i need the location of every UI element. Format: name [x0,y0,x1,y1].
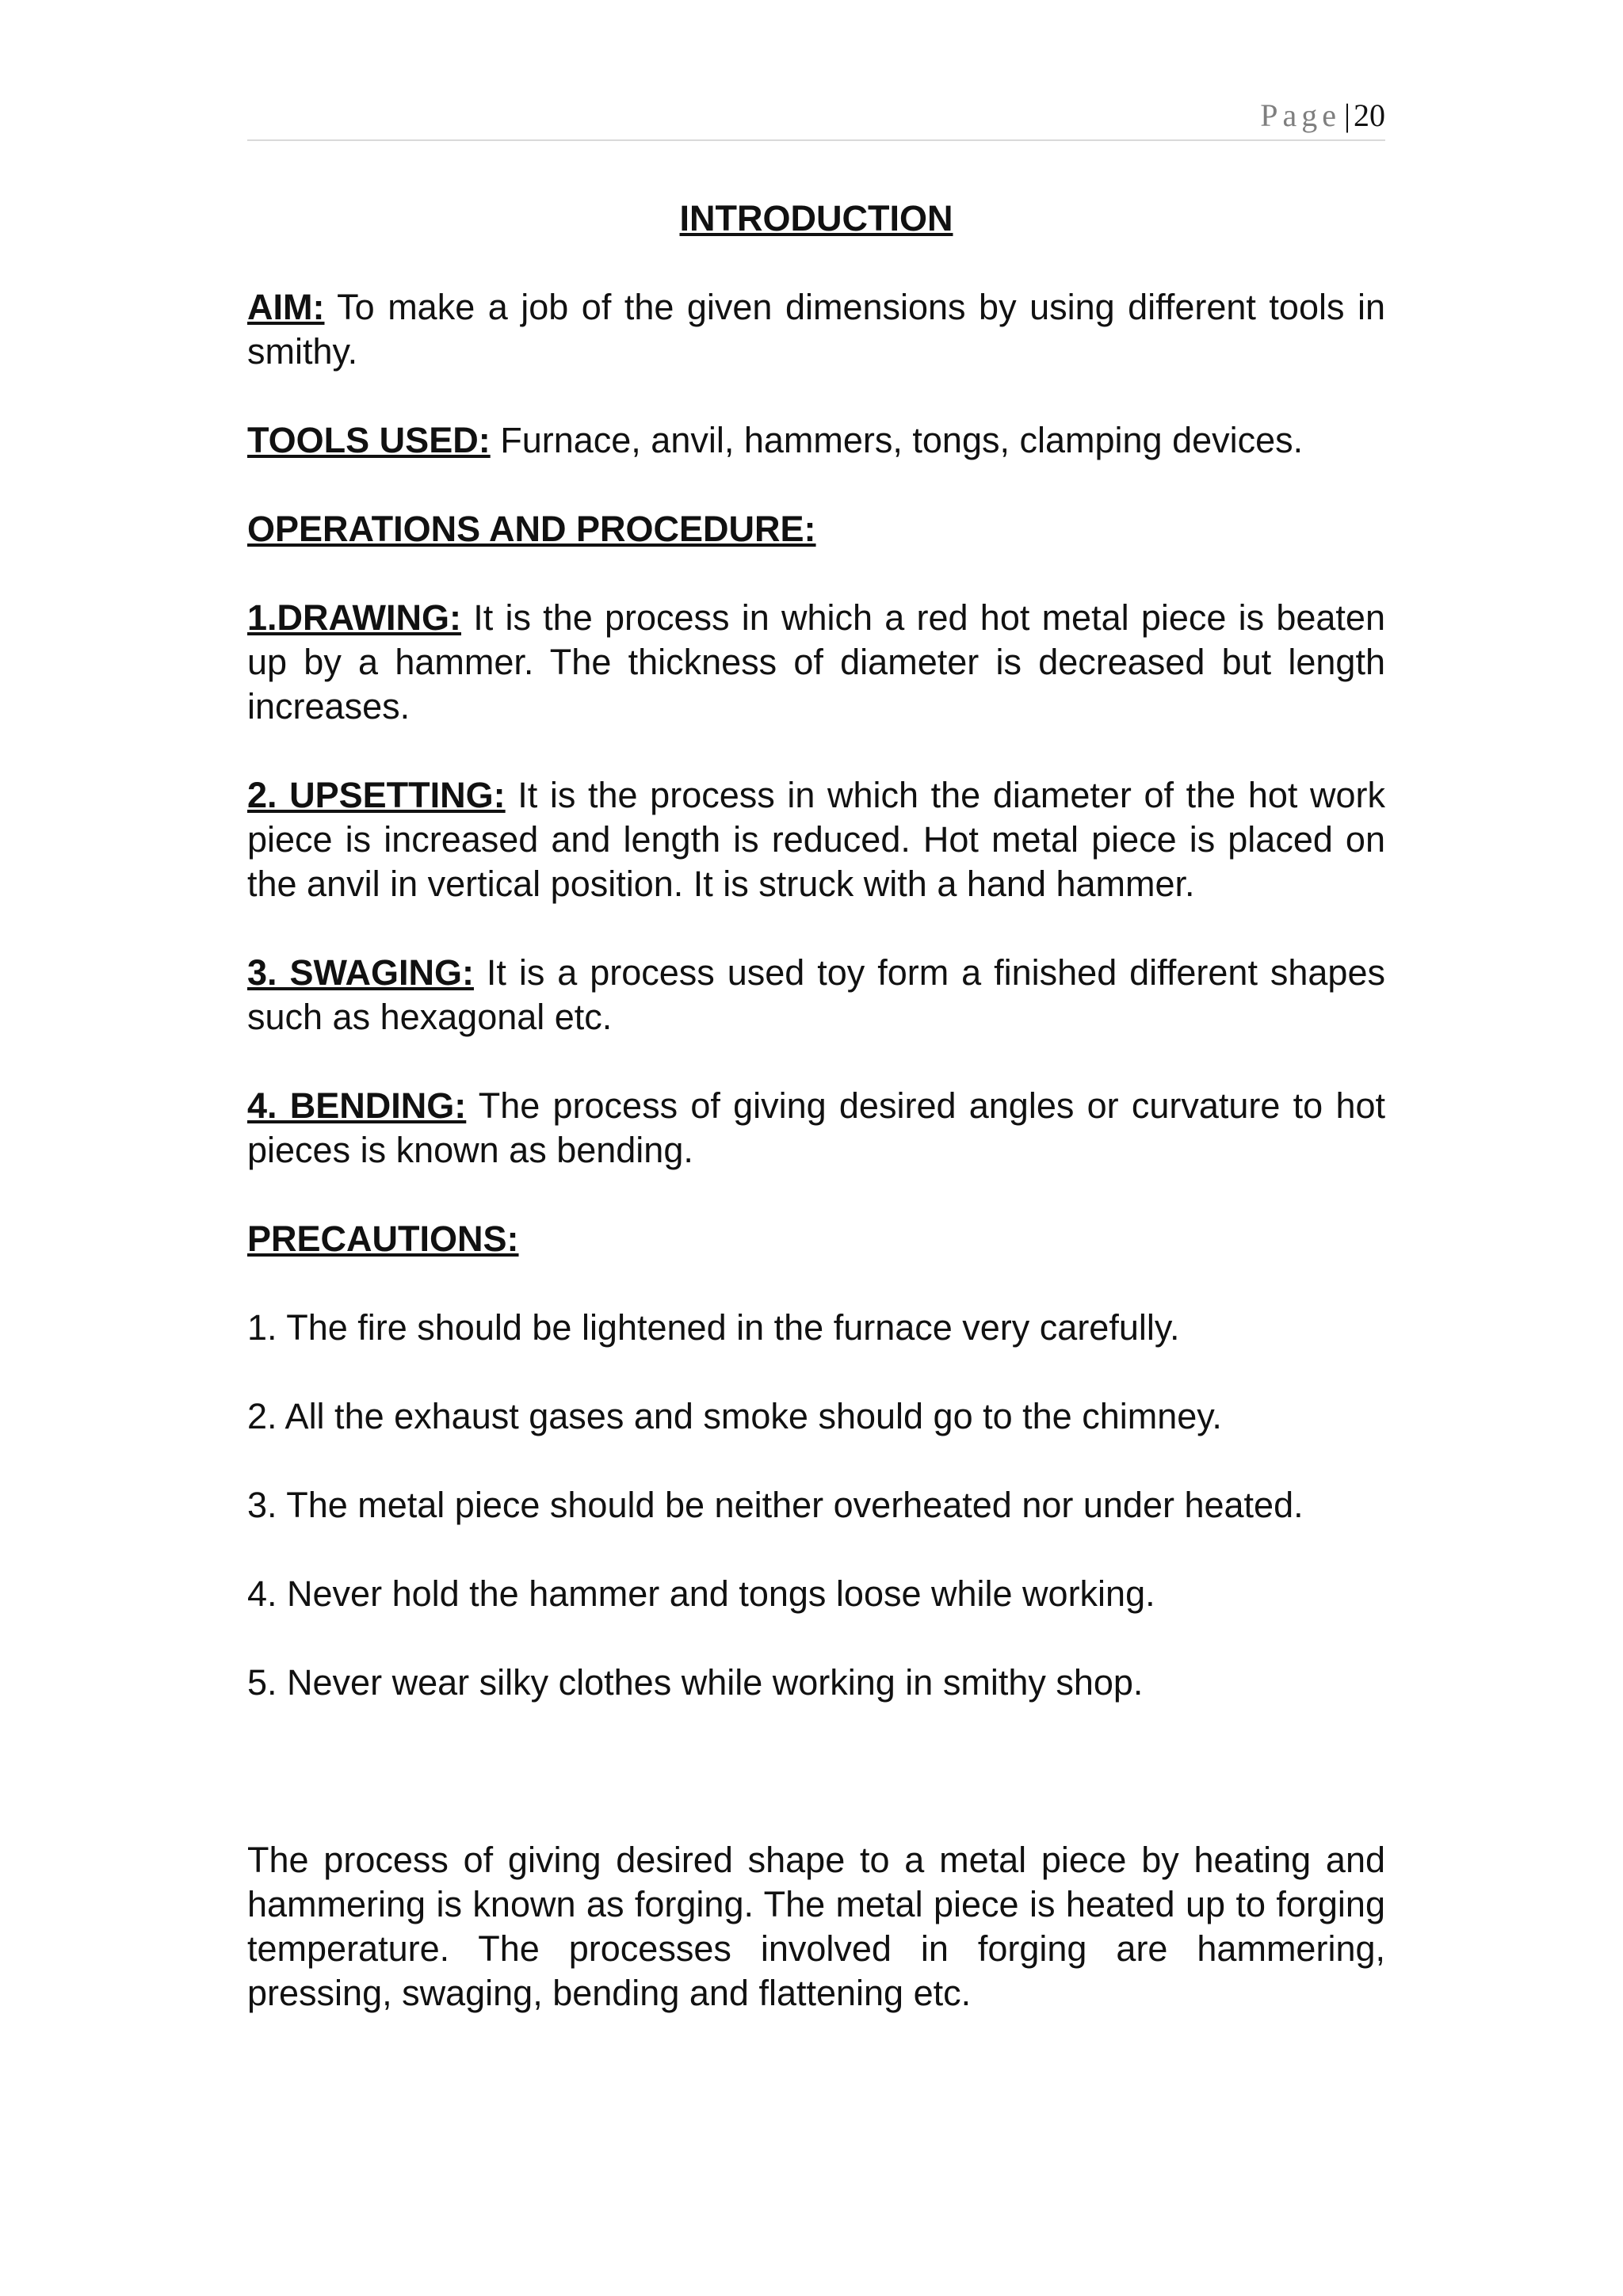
operation-text: It is the process in which the diameter of the hot work piece is increased and length is reduced. Hot metal piece is placed on the anvil in vertical position. It is struck with a hand hammer. [247,775,1385,904]
precautions-heading: PRECAUTIONS: [247,1219,519,1259]
operations-heading: OPERATIONS AND PROCEDURE: [247,509,816,549]
operation-text: The process of giving desired angles or curvature to hot pieces is known as bending. [247,1085,1385,1170]
page-separator: | [1343,97,1350,133]
operation-label: 2. UPSETTING: [247,775,506,815]
precaution-item: 1. The fire should be lightened in the furnace very carefully. [247,1307,1180,1348]
closing-paragraph: The process of giving desired shape to a metal piece by heating and hammering is known as forging. The metal piece is heated up to forging temperature. The processes involved in forging are hammering, pressing, swaging, bending and flattening etc. [247,1840,1385,2013]
aim-paragraph [247,285,1385,374]
tools-text: Furnace, anvil, hammers, tongs, clamping devices. [500,420,1304,460]
precaution-item: 2. All the exhaust gases and smoke should go to the chimney. [247,1396,1222,1436]
precaution-item: 3. The metal piece should be neither overheated nor under heated. [247,1485,1304,1525]
precaution-item: 4. Never hold the hammer and tongs loose while working. [247,1573,1155,1614]
precaution-item: 5. Never wear silky clothes while working in smithy shop. [247,1662,1144,1703]
operation-label: 1.DRAWING: [247,597,461,638]
operation-label: 4. BENDING: [247,1085,467,1126]
tools-label: TOOLS USED: [247,420,491,460]
blank-space [247,1749,1385,1838]
tools-paragraph [247,418,1385,463]
page-title: INTRODUCTION [679,198,953,238]
operation-item [247,1084,1385,1173]
operation-item [247,596,1385,729]
operation-text: It is a process used toy form a finished different shapes such as hexagonal etc. [247,952,1385,1037]
operation-item [247,773,1385,906]
page-word: Page [1260,97,1341,133]
aim-text: To make a job of the given dimensions by using different tools in smithy. [247,287,1385,372]
page-header [1260,97,1385,133]
page-number: 20 [1354,97,1385,133]
aim-label: AIM: [247,287,325,327]
operation-item [247,951,1385,1039]
operation-text: It is the process in which a red hot metal piece is beaten up by a hammer. The thickness of diameter is decreased but length increases. [247,597,1385,727]
document-body [247,196,1385,2060]
operation-label: 3. SWAGING: [247,952,474,993]
header-divider [247,139,1385,141]
